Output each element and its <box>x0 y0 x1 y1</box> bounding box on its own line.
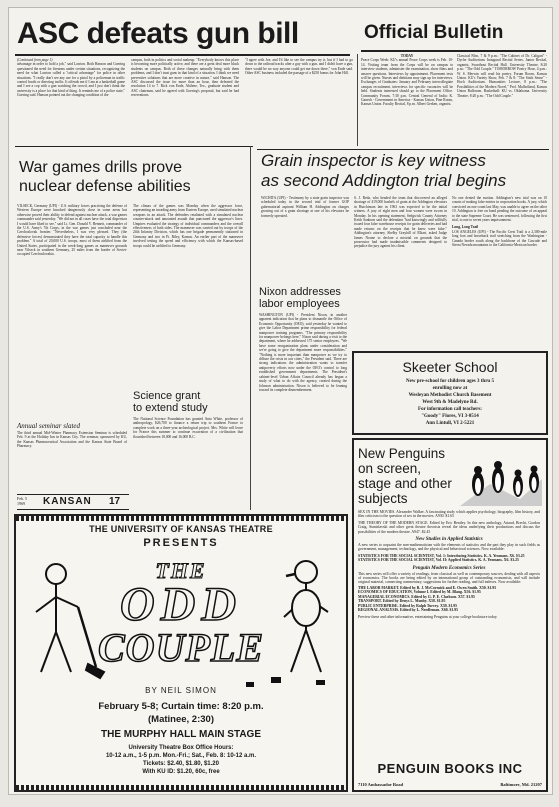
odd-couple-ad <box>14 514 348 792</box>
penguin-applied-text: A new series to acquaint the non-mathematician with the elements of statistics and the part they play in such fields as government, management, technology, and the physical and behavioral sciences. Now available: <box>358 543 540 552</box>
seminar-text: The third annual Mid-Winter Pharmacy Extension Seminar is scheduled Feb. 9 at the Holiday Inn in Kansas City. The seminar, sponsored by KU, the Kansas Pharmaceutical Association and the Kansas State Board of Pharmacy. <box>17 431 127 449</box>
folio-date: Feb. 5 1969 <box>17 496 27 506</box>
folio-page: 17 <box>109 496 121 507</box>
science-block <box>133 390 243 439</box>
skeeter-line-3: Wesleyan Methodist Church Basement <box>408 393 492 398</box>
theatre-box-office <box>16 744 346 776</box>
grain-top-rule <box>257 149 549 150</box>
penguin-headline-4: subjects <box>358 491 408 506</box>
asc-headline: ASC defeats gun bill <box>17 17 299 50</box>
asc-col-3-text: "I agree with Joe, and I'd like to see the campus try it, but if I had to go down to the railroad tracks after a guy with a gun, and I didn't have a gun, there would be no way anyone could get me down there," von Ende said. Other ASC business included the passage of a $250 bonus for John Hill. <box>245 58 353 76</box>
odd-couple-title <box>78 560 284 668</box>
theatre-box-office-head: University Theatre Box Office Hours: <box>128 745 234 751</box>
asc-col-2-text: campus, both in politics and social makeup. "Everybody knows this place is becoming more politically active, and there are a great deal more black students on campus. Both of these changes naturally bring with them problems, and I don't trust guns in that kind of a situation. I think we need preventive solutions that are more creative in nature," said Hanson. The ASC discussed the issue for more than an hour, then defeated the resolution 14 to 7. Rick von Ende, Abilene, Tex., graduate student and ASC chairman, said he agreed with Goering's proposal, but said he had reservations. <box>131 58 239 98</box>
penguin-econ-1: THE LABOR MARKET. Edited by B. J. McCormick and E. Owen Smith. X50. $1.95 <box>358 585 497 590</box>
penguin-econ-text: This new series will offer a variety of readings, from classical as well as contemporary sources, dealing with all aspects of economics. The books are being edited by an international group of outstanding economists, and will include original material, connecting commentary, suggestions for further reading, and full indexes. Now available: <box>358 571 540 585</box>
folio <box>17 494 129 510</box>
nixon-headline-1: Nixon addresses <box>259 286 341 298</box>
grain-col-1-text: WICHITA (UPI) - Testimony by a state grain inspector was scheduled today in the second trial of former GOP gubernatorial aspirant William H. Addington on charges growing out of a grain shortage at one of his elevators he formerly operated. <box>261 196 349 218</box>
skeeter-lines <box>354 378 546 427</box>
penguin-item-2: THE THEORY OF THE MODERN STAGE. Edited by Eric Bentley. In this new anthology, Artaud, Brecht, Gordon Craig, Stanislavski and other great theatre theorists reveal the ideas underlying their productions and discuss the possibilities of the modern theatre. A947. $2.45 <box>358 520 540 534</box>
left-col-divider <box>250 146 251 510</box>
bulletin-rule <box>361 50 546 52</box>
theatre-dates: February 5-8; Curtain time: 8:20 p.m. <box>98 701 264 712</box>
nixon-block <box>259 286 347 392</box>
science-headline-1: Science grant <box>133 390 201 402</box>
bulletin-col-1 <box>361 54 453 107</box>
theatre-venue: THE MURPHY HALL MAIN STAGE <box>100 729 261 740</box>
newspaper-page <box>8 7 553 795</box>
penguin-item-1: SEX IN THE MOVIES. Alexander Walker. A fascinating study which applies psychology, biography, film history, and film criticism to the question of sex in the movies. A930. $1.65 <box>358 510 540 519</box>
penguins-illustration <box>460 444 542 506</box>
grain-headline-1: Grain inspector is key witness <box>261 151 486 170</box>
seminar-headline: Annual seminar slated <box>17 422 80 430</box>
nixon-text: WASHINGTON (UPI) - President Nixon, in another apparent indication that he plans to dismantle the Office of Economic Opportunity (OEO), said yesterday he wanted to give the Labor Department prime responsibility for federal manpower training programs. "The primary responsibility for manpower belongs here," Nixon said during a visit to the department, where he addressed 175 senior employees. "We have some reorganization plans under consideration and we're going to give the department more responsibilities." "Nothing is more important than manpower as we try to diffuse the crisis in our cities," the President said. There are strong indications the administration wants to transfer antipoverty efforts now under the OEO's control to long established government departments. The President's cabinet-level Urban Affairs Council already has begun a study of what to do with the agency, created during the Johnson administration. Nixon is believed to be leaning toward its complete dismemberment. <box>259 313 347 392</box>
penguin-econ-head: Penguin Modern Economics Series <box>412 565 486 571</box>
penguin-footer-text: Preview these and other informative, entertaining Penguins at your college bookstore today. <box>358 615 498 620</box>
penguin-company: PENGUIN BOOKS INC <box>377 761 523 776</box>
official-bulletin-title: Official Bulletin <box>364 22 504 43</box>
penguin-headline <box>358 446 458 506</box>
penguin-econ-5: PUBLIC ENTERPRISE. Edited by Ralph Turvey. X59. $1.95 <box>358 603 458 608</box>
theatre-presents: PRESENTS <box>143 537 219 549</box>
skeeter-line-5: For information call teachers: <box>418 407 482 412</box>
penguin-econ-6: REGIONAL ANALYSIS. Edited by L. Needleman. X60. $1.95 <box>358 607 459 612</box>
bulletin-col-1-text: Peace Corps Week: KU's annual Peace Corps week is Feb. 10-14. Visiting team from the Corps will be on campus to interview students, administer the examination, show films and answer questions. Interviews by appointment. Placement tests will be given. Nurses and dietitians may sign up for interviews. Exchanges of Graduates: January and February intercollegiate campus recruitment, interviews for specific vacancies will be held. Students interested should go to the Placement Office. Community Forum, 7:30 p.m. Central General of India: K. Ganesh - Government in America - Kansas Union, Pine Room, Kansas Union. Faculty Recital, 8 p.m. Albert Gerken, organist. <box>361 58 453 107</box>
theatre-author: BY NEIL SIMON <box>145 686 217 695</box>
masthead-rule <box>15 54 350 56</box>
skeeter-title: Skeeter School <box>402 359 498 375</box>
penguin-address-right: Baltimore, Md. 21207 <box>500 782 542 787</box>
oscar-figure-icon <box>284 561 328 672</box>
folio-paper: KANSAN <box>43 496 92 507</box>
science-text: The National Science Foundation has granted Anta White, professor of anthropology, $26,700 to finance a return trip to southern France to complete work on a three-year archeological project. Mrs. White will leave for France this summer to continue excavation of a civilization that flourished between 18,000 and 16,000 B.C. <box>133 417 243 439</box>
war-col-1-text: VILSECK, Germany (UPI) - U.S. military forces practicing the defense of Western Europe were knocked dangerously close in some areas but otherwise proved their ability to defend against nuclear attack, a war games commander said yesterday. "We did not in all cases have the total dispersion I would have liked to see," said Lt. Gen. Donald V. Bennett, commander of the U.S. Army's 7th Corps, in the war games just concluded near the Czechoslovak frontier. "Nevertheless, I was very pleased. They (the defensive forces) demonstrated they have the total capacity to handle this problem." A total of 20,000 U.S. troops, most of them airlifted from the United States, participated in the week-long games as maneuver grounds near Vilseck in southern Germany, 25 miles from the border of Soviet-occupied Czechoslovakia. <box>17 204 127 257</box>
grain-col-3 <box>452 196 547 247</box>
war-headline-2: nuclear defense abilities <box>19 178 191 195</box>
bulletin-divider <box>357 54 358 146</box>
penguin-listing <box>358 510 540 620</box>
grain-col-3-text: No one denied the motion. Addington's new trial was on 10 counts of making false entries in corporation books. A jury, which convicted on one count last May, was unable to agree on the other 10. Addington is free on bond pending the outcome of an appeal to the state Supreme Court. He was sentenced, following the first trial, to one to seven years imprisonment. <box>452 196 547 223</box>
seminar-block <box>17 422 127 449</box>
war-headline-1: War games drills prove <box>19 159 183 176</box>
penguin-applied-head: New Studies in Applied Statistics <box>415 537 483 543</box>
war-col-2-text: The climax of the games was Monday when the aggressor force, representing an invading army from Eastern Europe, used simulated nuclear weapons in an attack. The defenders retaliated with a simulated nuclear counter-attack and amounted assault that punctured the aggressor's lines. Umpires evaluated the strategy of individual commanders and the overall effectiveness of both sides. The maneuver was carried out by troops of the 24th Infantry Division, which has one brigade permanently stationed in Germany and two in Ft. Riley, Kansas. An earlier part of the maneuver involved testing the speed and efficiency with which the Kansas-based troops could be airlifted to Germany. <box>133 204 243 248</box>
skeeter-line-2: enrolling now at <box>432 386 468 391</box>
penguin-ad <box>352 438 548 792</box>
long-trail-text: LOS ANGELES (UPI) - The Pacific Crest Trail is a 2,300-mile long foot and horseback trail stretching from the Washington - Canada border south along the backbone of the Cascade and Sierra Nevada mountains to the California-Mexican border. <box>452 229 547 248</box>
odd-couple-title-odd: ODD <box>120 578 242 631</box>
theatre-tickets: Tickets: $2.40, $1.80, $1.20 <box>143 761 219 767</box>
penguin-econ-2: ECONOMICS OF EDUCATION, Volume I. Edited by M. Blaug. X56. $1.95 <box>358 590 481 595</box>
bulletin-col-2-text: Classical Film, 7 & 9 p.m.: "The Cabinet of Dr. Caligari" - Dyche Auditorium. Inaugural Recital Series, Junior Recital, organist, Swarthout Recital Hall. University Theatre, 8:20 p.m.: "The Odd Couple." TOMORROW Poetry Hour, 4 p.m.: W. S. Merwin will read his poetry. Forum Room, Kansas Union. KU's Variety Show, Feb. 7 & 8: "The Sixth Sense" - Hoch Auditorium. Humanities Lecture, 8 p.m.: "The Possibilities of the Modern Novel," Prof. Mulholland, Kansas Union Ballroom. Basketball: KU vs. Oklahoma. University Theatre, 8:20 p.m.: "The Odd Couple." <box>457 54 547 98</box>
penguin-headline-2: on screen, <box>358 461 422 476</box>
theatre-matinee: (Matinee, 2:30) <box>148 714 214 725</box>
skeeter-line-6: "Goody" Flores, VI 3-0514 <box>421 414 479 419</box>
theatre-presenter: THE UNIVERSITY OF KANSAS THEATRE <box>89 524 273 534</box>
ad-bottom-strip <box>16 785 346 790</box>
penguin-address-left: 7110 Ambassador Road <box>358 782 404 787</box>
science-headline-2: to extend study <box>133 402 208 414</box>
asc-col-1-text: advantage in order to hold a job," said Lawton. Both Hanson and Goering questioned the need for firearms under certain situations, recognizing the need for what Lawton called a "critical advantage" for police in other situations. "I really don't see any use for a pistol by a policeman in traffic control booth or directing traffic. It offends me if I am at a basketball game and I see a cop with a gun watching the crowd, and I just don't think the university is a place for that kind of thing. It reminds me of a police state," Goering said. Hanson pointed out the changing condition of the <box>17 62 125 98</box>
theatre-ku-id: With KU ID: $1.20, 60c, free <box>142 769 220 775</box>
war-top-rule <box>15 146 253 147</box>
skeeter-line-4: West 9th & Madelyne Rd. <box>422 400 478 405</box>
skeeter-line-7: Ann Lintull, VI 2-5221 <box>425 421 475 426</box>
asc-col-1 <box>17 58 125 98</box>
skeeter-ad <box>352 351 548 435</box>
penguin-headline-3: stage and other <box>358 476 452 491</box>
long-trail-head: Long, Long Trail <box>452 225 479 230</box>
ad-top-strip <box>16 516 346 521</box>
theatre-hours: 10-12 a.m., 1-5 p.m. Mon.-Fri.; Sat., Feb. 8: 10-12 a.m. <box>105 753 257 759</box>
nixon-headline-2: labor employees <box>259 298 340 310</box>
penguin-econ-4: TRANSPORT. Edited by Denys L. Munby. X58. $1.95 <box>358 599 446 604</box>
grain-col-2-text: S. J. Reda, who headed the team that discovered an alleged shortage of 419,000 bushels of grain at the Addington elevators in Hutchinson late in 1963 was expected to be the initial witness. A jury of eight men and four women were sworn in Monday. In his opening statement, Sedgwick County Attorney Keith Sanborn said the defendant "had knowingly and willfully issued four false warehouse receipts for grain deliveries and had made returns on the receipts that he knew were false." Addington's attorney, Shelby Graybill of Elkart, asked Judge James Noone to declare a mistrial on grounds that the prosecutor had made inadmissible comments designed to prejudice the jury against his client. <box>354 196 447 249</box>
grain-headline-2: as second Addington trial begins <box>261 171 507 190</box>
skeeter-line-1: New pre-school for children ages 3 thru 5 <box>406 379 494 384</box>
penguin-headline-1: New Penguins <box>358 446 446 461</box>
bulletin-today-head: TODAY <box>400 54 414 58</box>
penguin-stat-2: STATISTICS FOR THE SOCIAL SCIENTIST, Vol. II: Applied Statistics. K. A. Yeomans. X6. $3.25 <box>358 558 519 563</box>
penguin-stat-1: STATISTICS FOR THE SOCIAL SCIENTIST, Vol. 1: Introducing Statistics. K. A. Yeomans. X6. $3.25 <box>358 553 525 558</box>
asc-continued-note: (Continued from page 1) <box>17 58 53 62</box>
odd-couple-title-the: THE <box>155 558 207 583</box>
penguin-econ-3: MANAGERIAL ECONOMICS. Edited by G. P. E. Clarkson. X57. $1.95 <box>358 594 475 599</box>
odd-couple-title-couple: COUPLE <box>98 625 264 670</box>
